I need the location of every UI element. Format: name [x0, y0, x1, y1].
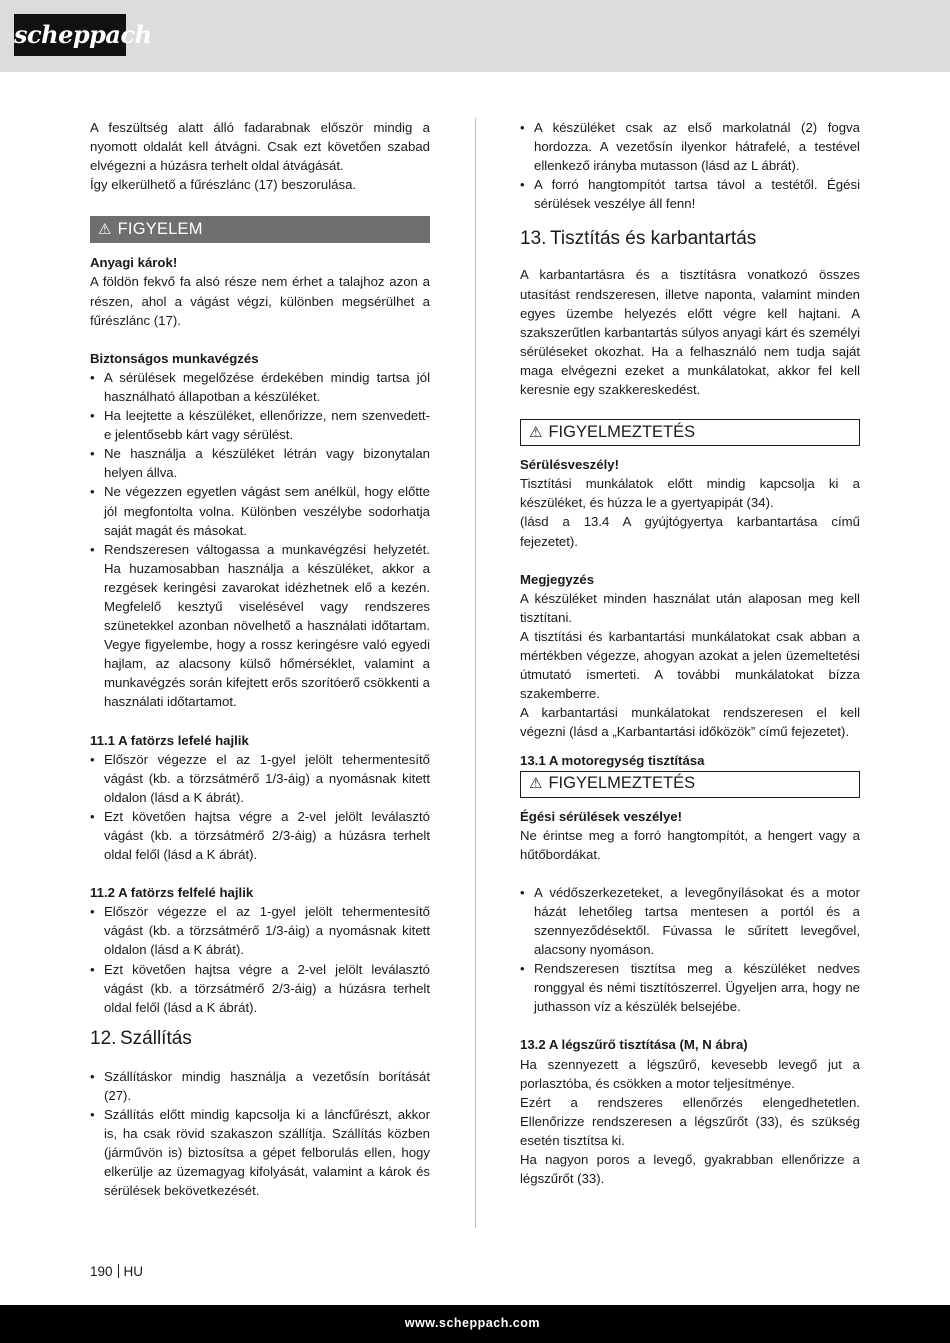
note-text-3: A karbantartási munkálatokat rendszeresen el kell végezni (lásd a „Karbantartási időközök” című fejezetet). [520, 705, 860, 740]
warning-2-title: FIGYELMEZTETÉS [548, 774, 696, 793]
section-13-2-text-3: Ha nagyon poros a levegő, gyakrabban ellenőrizze a légszűrőt (33). [520, 1152, 860, 1187]
note-title: Megjegyzés [520, 571, 595, 587]
warning-box-1 [520, 419, 860, 446]
list-item: • Szállításkor mindig használja a vezetősín borítását (27). [90, 1067, 430, 1105]
section-13-1-title: 13.1 A motoregység tisztítása [520, 753, 705, 769]
scheppach-logo: scheppach [14, 14, 126, 56]
list-item: • A sérülések megelőzése érdekében mindig tartsa jól használható állapotban a készüléket. [90, 368, 430, 406]
material-damage-title: Anyagi károk! [90, 255, 178, 271]
section-12-heading [90, 1027, 430, 1051]
list-item: • Ne használja a készüléket létrán vagy bizonytalan helyen állva. [90, 444, 430, 482]
section-11-2-title: 11.2 A fatörzs felfelé hajlik [90, 885, 254, 901]
attention-banner [90, 216, 430, 243]
injury-text: Tisztítási munkálatok előtt mindig kapcsolja ki a készüléket, és húzza le a gyertyapipát (34). [520, 476, 860, 511]
injury-title: Sérülésveszély! [520, 457, 619, 473]
note-text-1: A készüléket minden használat után alaposan meg kell tisztítani. [520, 590, 860, 625]
section-12-title: Szállítás [120, 1027, 192, 1049]
section-12-number: 12. [90, 1027, 117, 1049]
section-11-2-list [90, 902, 430, 1017]
list-item: • Ha leejtette a készüléket, ellenőrizze, nem szenvedett-e jelentősebb kárt vagy sérülést. [90, 406, 430, 444]
right-column [520, 118, 860, 1188]
section-13-2-title: 13.2 A légszűrő tisztítása (M, N ábra) [520, 1037, 748, 1053]
warning-triangle-icon: ⚠ [98, 220, 112, 239]
intro-paragraph: A feszültség alatt álló fadarabnak először mindig a nyomott oldalát kell átvágni. Csak ezt követően szabad elvégezni a húzásra terhelt oldal átvágását. [90, 120, 430, 174]
footer-band [0, 1305, 950, 1343]
section-13-number: 13. [520, 228, 547, 250]
footer-separator [118, 1264, 119, 1278]
section-13-text: A karbantartásra és a tisztításra vonatkozó összes utasítást rendszeresen, illetve naponta, valamint minden egyes üzembe helyezés előtt végre kell hajtani. A szakszerűtlen karbantartás súlyos anyagi kárt és személyi sérüléseket okozhat. Ha a felhasználó nem tudja saját maga elvégezni ezeket a munkálatokat, akkor fel kell keresnie egy szakkereskedést. [520, 267, 860, 398]
left-column [90, 118, 430, 1201]
list-item: • A védőszerkezeteket, a levegőnyílásokat és a motor házát lehetőleg tartsa mentesen a portól és a szennyeződésektől. Fúvassa le sűrített levegővel, alacsony nyomáson. [520, 883, 860, 959]
section-12-list [90, 1067, 430, 1201]
header-band [0, 0, 950, 72]
list-item: • Rendszeresen tisztítsa meg a készüléket nedves ronggyal és némi tisztítószerrel. Ügyeljen arra, hogy ne juthasson víz a készülék belsejébe. [520, 959, 860, 1016]
list-item: • A forró hangtompítót tartsa távol a testétől. Égési sérülések veszélye áll fenn! [520, 175, 860, 213]
list-item: • Először végezze el az 1-gyel jelölt tehermentesítő vágást (kb. a törzsátmérő 1/3-áig) a nyomásnak kitett oldalon (lásd a K ábrát). [90, 750, 430, 807]
section-13-heading [520, 227, 860, 251]
list-item: • Rendszeresen váltogassa a munkavégzési helyzetét. Ha huzamosabban használja a készüléket, akkor a rezgések keringési zavarokat idézhetnek elő a kezén. Megfelelő kesztyű viselésével vagy rendszeres szünetekkel azonban növelhető a használati időtartam. Vegye figyelembe, hogy a rossz keringésre való egyedi hajlam, az alacsony külső hőmérséklet, valamint a munkavégzés során kifejtett erős szorítóerő csökkenti a használati időtartamot. [90, 540, 430, 712]
section-13-2-text-2: Ezért a rendszeres ellenőrzés elengedhetetlen. Ellenőrizze rendszeresen a légszűrőt (33), és szükség esetén tisztítsa ki. [520, 1094, 860, 1148]
warning-triangle-icon: ⚠ [529, 774, 543, 793]
warning-1-title: FIGYELMEZTETÉS [548, 423, 696, 442]
injury-reference: (lásd a 13.4 A gyújtógyertya karbantartása című fejezetet). [520, 514, 860, 549]
material-damage-text: A földön fekvő fa alsó része nem érhet a talajhoz azon a részen, ahol a vágást végzi, különben megsérülhet a fűrészlánc (17). [90, 274, 430, 328]
website-link[interactable]: www.scheppach.com [404, 1316, 540, 1330]
safe-work-list [90, 368, 430, 712]
list-item: • Először végezze el az 1-gyel jelölt tehermentesítő vágást (kb. a törzsátmérő 1/3-áig) a nyomásnak kitett oldalon (lásd a K ábrát). [90, 902, 430, 959]
list-item: • Szállítás előtt mindig kapcsolja ki a láncfűrészt, akkor is, ha csak rövid szakaszon szállítja. Szállítás közben (járművön is) biztosítsa a gépet felborulás ellen, hogy elkerülje az üzemagyag kifolyását, valamint a károk és sérülések bekövetkezését. [90, 1105, 430, 1200]
page-number: 190 [90, 1264, 113, 1279]
transport-list-continued [520, 118, 860, 213]
list-item: • Ezt követően hajtsa végre a 2-vel jelölt leválasztó vágást (kb. a törzsátmérő 2/3-áig) a húzásra terhelt oldal felől (lásd a K ábrát). [90, 960, 430, 1017]
column-divider [475, 118, 476, 1228]
note-text-2: A tisztítási és karbantartási munkálatokat csak abban a mértékben végezze, ahogyan azokat a jelen üzemeltetési útmutató ismerteti. A további munkálatokat bízza szakemberre. [520, 628, 860, 702]
safe-work-title: Biztonságos munkavégzés [90, 350, 259, 366]
section-11-1-title: 11.1 A fatörzs lefelé hajlik [90, 732, 249, 748]
section-13-1-list [520, 883, 860, 1017]
attention-title: FIGYELEM [117, 220, 203, 239]
language-code: HU [123, 1264, 144, 1279]
section-13-2-text-1: Ha szennyezett a légszűrő, kevesebb levegő jut a porlasztóba, és csökken a motor teljesítménye. [520, 1056, 860, 1091]
burn-title: Égési sérülések veszélye! [520, 808, 683, 824]
list-item: • Ne végezzen egyetlen vágást sem anélkül, hogy előtte jól megfontolta volna. Különben veszélybe sodorhatja saját magát és másokat. [90, 482, 430, 539]
section-13-title: Tisztítás és karbantartás [550, 228, 757, 250]
section-11-1-list [90, 750, 430, 865]
warning-box-2 [520, 771, 860, 798]
page-footer [90, 1264, 143, 1279]
burn-text: Ne érintse meg a forró hangtompítót, a hengert vagy a hűtőbordákat. [520, 827, 860, 862]
intro-paragraph-2: Így elkerülhető a fűrészlánc (17) beszorulása. [90, 177, 357, 193]
list-item: • Ezt követően hajtsa végre a 2-vel jelölt leválasztó vágást (kb. a törzsátmérő 2/3-áig) a húzásra terhelt oldal felől (lásd a K ábrát). [90, 807, 430, 864]
list-item: • A készüléket csak az első markolatnál (2) fogva hordozza. A vezetősín ilyenkor hátrafelé, a testével ellenkező irányba mutasson (lásd az L ábrát). [520, 118, 860, 175]
warning-triangle-icon: ⚠ [529, 423, 543, 442]
